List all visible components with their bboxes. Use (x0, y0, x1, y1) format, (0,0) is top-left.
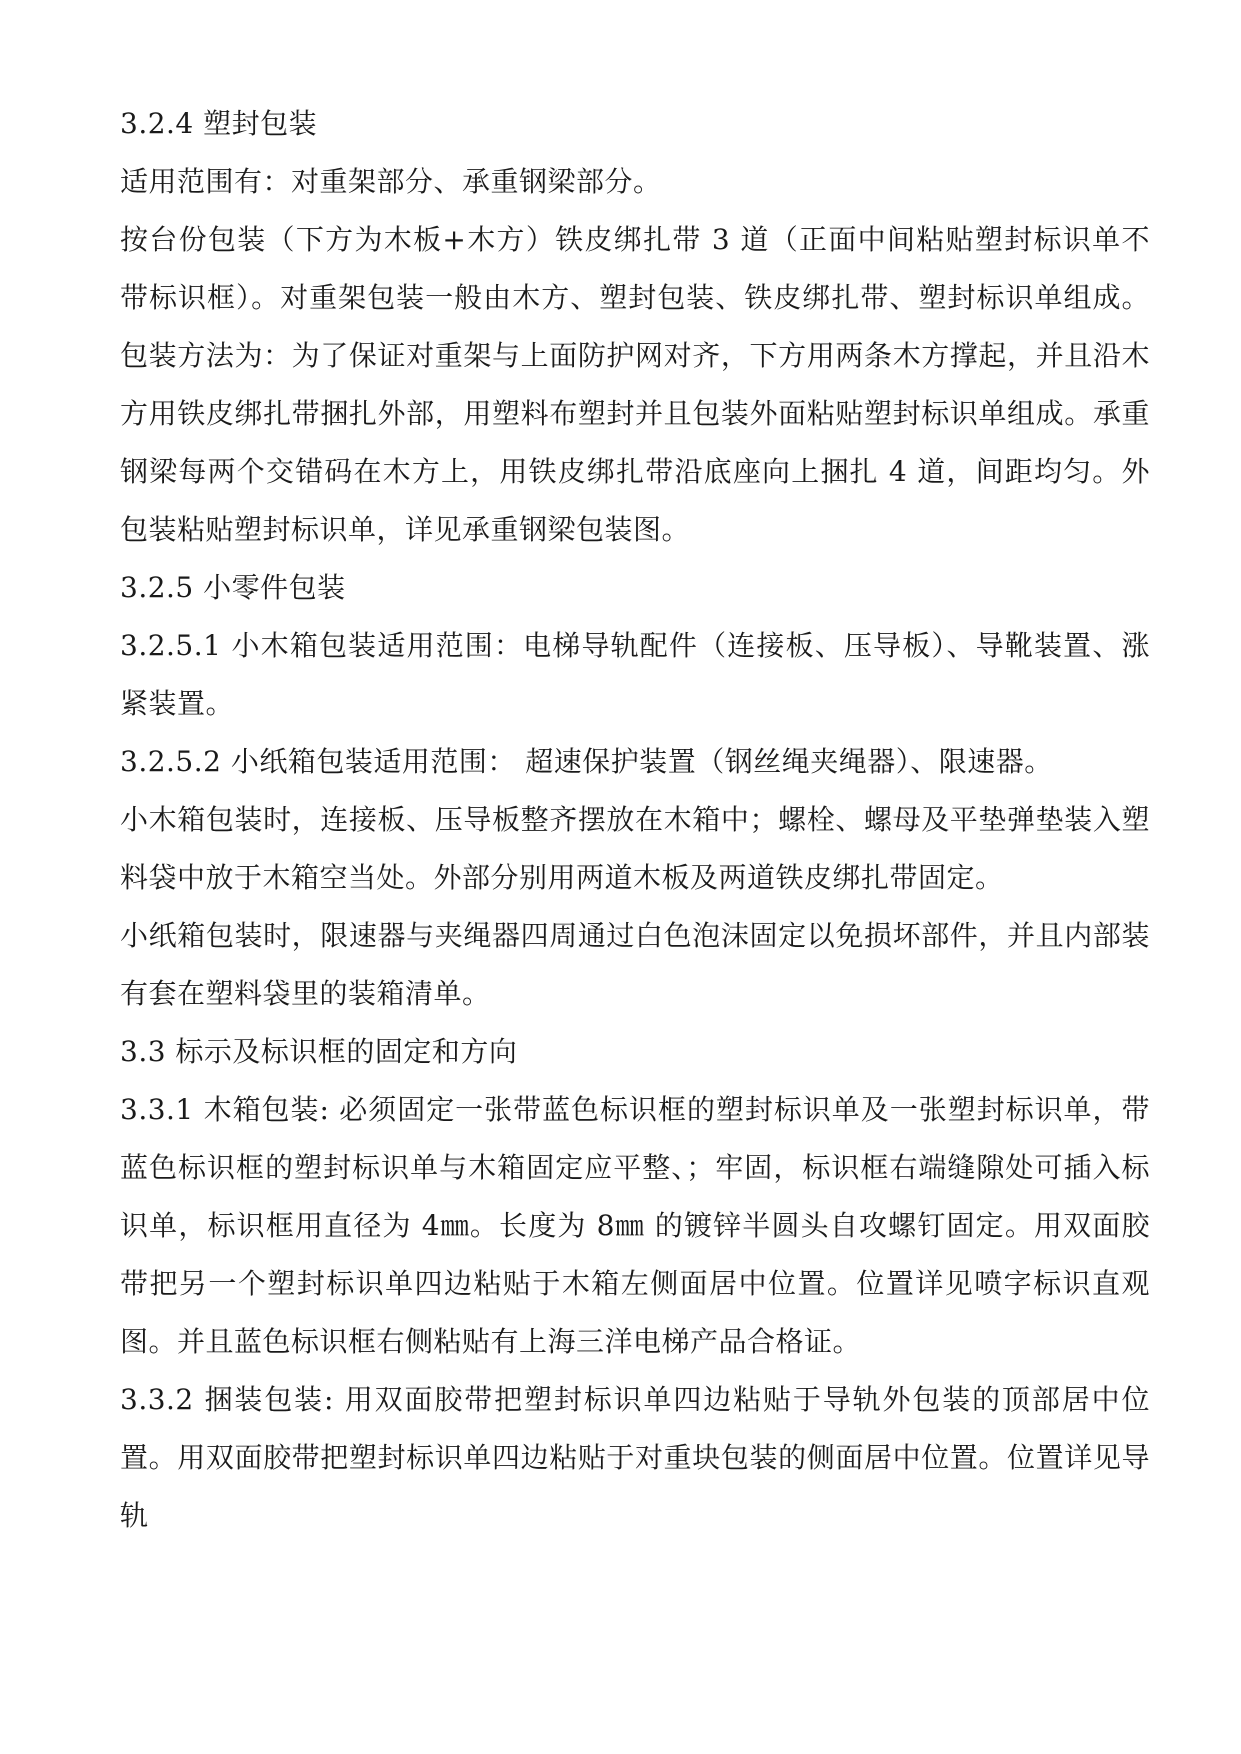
paragraph-small-carton: 小纸箱包装时，限速器与夹绳器四周通过白色泡沫固定以免损坏部件，并且内部装有套在塑料袋里的装箱清单。 (120, 919, 1150, 1010)
paragraph-scope: 适用范围有：对重架部分、承重钢梁部分。 (120, 165, 662, 198)
document-body (120, 95, 1150, 1545)
paragraph-3-3-2: 3.3.2 捆装包装: 用双面胶带把塑封标识单四边粘贴于导轨外包装的顶部居中位置。用双面胶带把塑封标识单四边粘贴于对重块包装的侧面居中位置。位置详见导轨 (120, 1383, 1150, 1532)
paragraph-3-3-1: 3.3.1 木箱包装: 必须固定一张带蓝色标识框的塑封标识单及一张塑封标识单，带蓝色标识框的塑封标识单与木箱固定应平整、；牢固，标识框右端缝隙处可插入标识单，标识框用直径为 4㎜。长度为 8㎜ 的镀锌半圆头自攻螺钉固定。用双面胶带把另一个塑封标识单四边粘贴于木箱左侧面居中位置。位置详见喷字标识直观图。并且蓝色标识框右侧粘贴有上海三洋电梯产品合格证。 (120, 1093, 1150, 1358)
paragraph-3-2-5-1: 3.2.5.1 小木箱包装适用范围：电梯导轨配件（连接板、压导板）、导靴装置、涨紧装置。 (120, 629, 1150, 720)
paragraph-3-2-5-2: 3.2.5.2 小纸箱包装适用范围： 超速保护装置（钢丝绳夹绳器）、限速器。 (120, 745, 1053, 778)
section-heading-3-2-5: 3.2.5 小零件包装 (120, 571, 346, 604)
section-heading-3-2-4: 3.2.4 塑封包装 (120, 107, 318, 140)
paragraph-small-wooden-box: 小木箱包装时，连接板、压导板整齐摆放在木箱中；螺栓、螺母及平垫弹垫装入塑料袋中放于木箱空当处。外部分别用两道木板及两道铁皮绑扎带固定。 (120, 803, 1150, 894)
section-heading-3-3: 3.3 标示及标识框的固定和方向 (120, 1035, 518, 1068)
paragraph-packaging-method: 按台份包装（下方为木板+木方）铁皮绑扎带 3 道（正面中间粘贴塑封标识单不带标识框）。对重架包装一般由木方、塑封包装、铁皮绑扎带、塑封标识单组成。包装方法为：为了保证对重架与上面防护网对齐，下方用两条木方撑起，并且沿木方用铁皮绑扎带捆扎外部，用塑料布塑封并且包装外面粘贴塑封标识单组成。承重钢梁每两个交错码在木方上，用铁皮绑扎带沿底座向上捆扎 4 道，间距均匀。外包装粘贴塑封标识单，详见承重钢梁包装图。 (120, 223, 1150, 546)
